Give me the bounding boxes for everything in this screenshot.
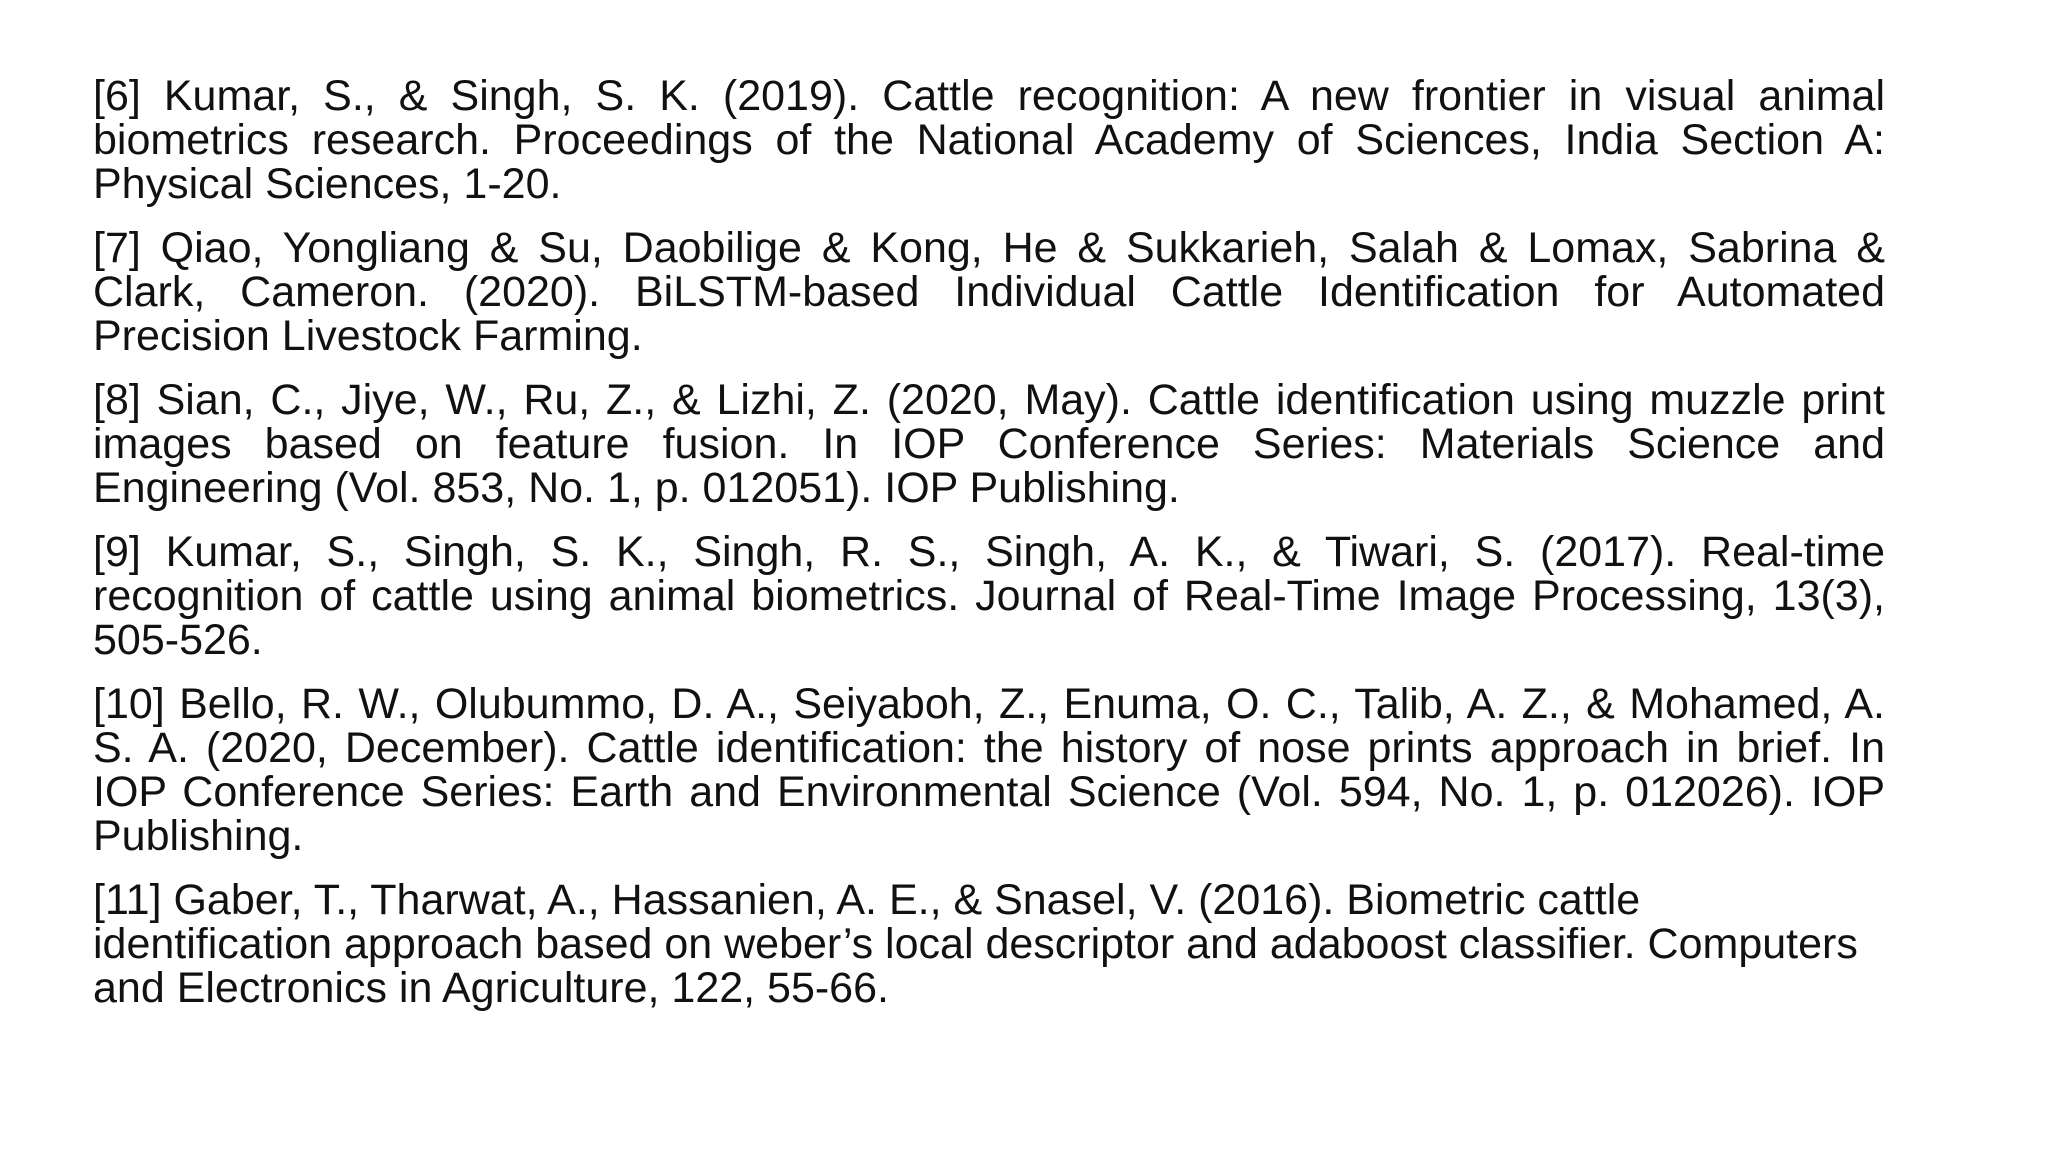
reference-list [93,74,1885,1030]
reference-6: [6] Kumar, S., & Singh, S. K. (2019). Cattle recognition: A new frontier in visual animal biometrics research. Proceedings of the National Academy of Sciences, India Section A: Physical Sciences, 1-20. [93,72,1885,208]
reference-8: [8] Sian, C., Jiye, W., Ru, Z., & Lizhi, Z. (2020, May). Cattle identification using muzzle print images based on feature fusion. In IOP Conference Series: Materials Science and Engineering (Vol. 853, No. 1, p. 012051). IOP Publishing. [93,376,1885,512]
reference-11: [11] Gaber, T., Tharwat, A., Hassanien, A. E., & Snasel, V. (2016). Biometric cattle identification approach based on weber’s local descriptor and adaboost classifier. Computers and Electronics in Agriculture, 122, 55-66. [93,876,1858,1012]
reference-10: [10] Bello, R. W., Olubummo, D. A., Seiyaboh, Z., Enuma, O. C., Talib, A. Z., & Mohamed, A. S. A. (2020, December). Cattle identification: the history of nose prints approach in brief. In IOP Conference Series: Earth and Environmental Science (Vol. 594, No. 1, p. 012026). IOP Publishing. [93,680,1885,860]
reference-9: [9] Kumar, S., Singh, S. K., Singh, R. S., Singh, A. K., & Tiwari, S. (2017). Real-time recognition of cattle using animal biometrics. Journal of Real-Time Image Processing, 13(3), 505-526. [93,528,1885,664]
reference-7: [7] Qiao, Yongliang & Su, Daobilige & Kong, He & Sukkarieh, Salah & Lomax, Sabrina & Clark, Cameron. (2020). BiLSTM-based Individual Cattle Identification for Automated Precision Livestock Farming. [93,224,1885,360]
